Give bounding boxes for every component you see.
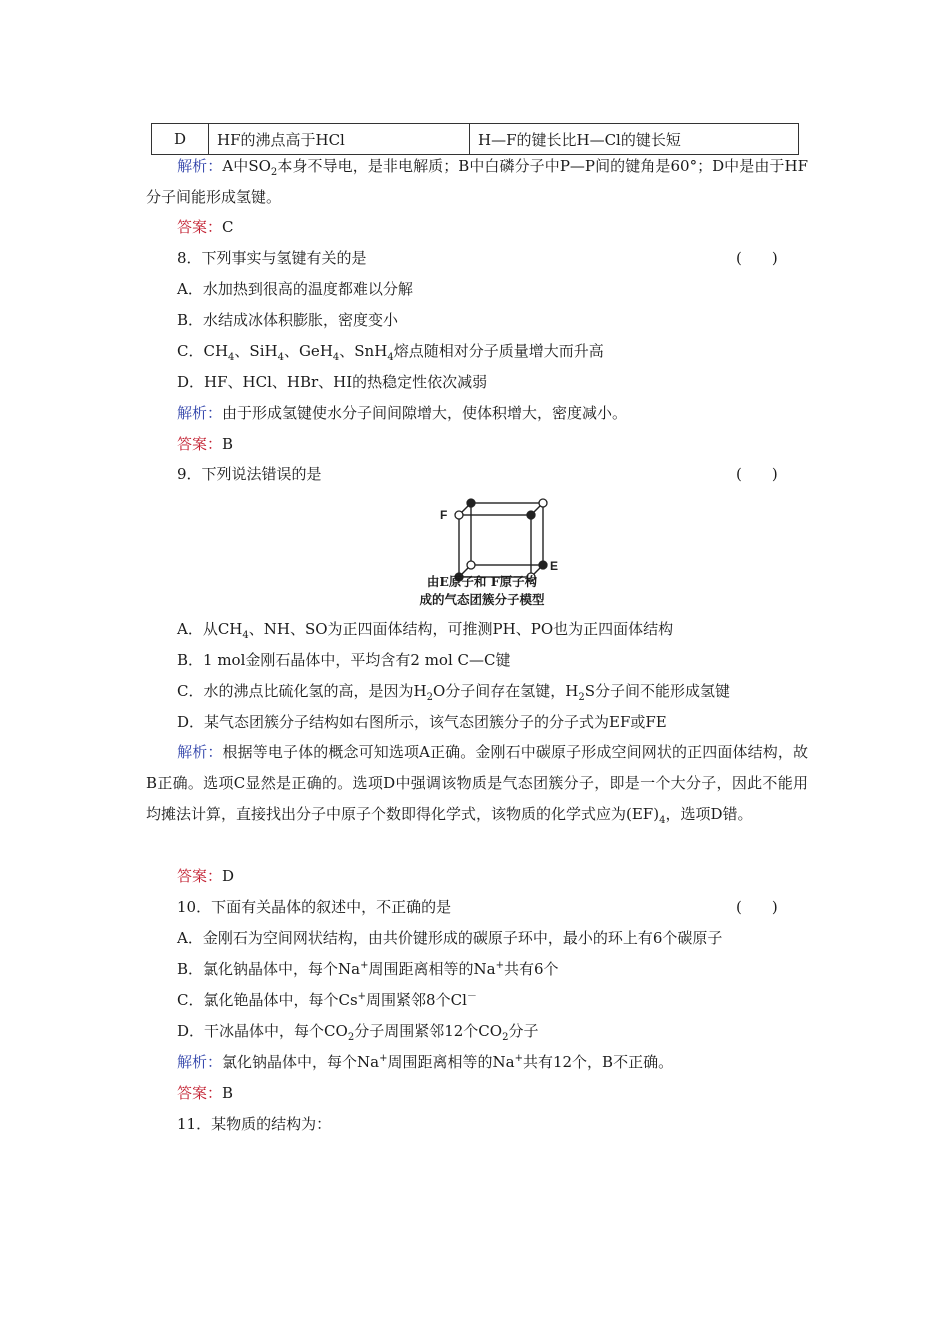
table-cell-explanation: H—F的键长比H—Cl的键长短 [470, 124, 799, 155]
table-row [152, 124, 799, 155]
q10-answer-blank: ( ) [736, 898, 778, 916]
q10-option-d: D．干冰晶体中，每个$CO_2$分子周围紧邻12个$CO_2$分子 [177, 1022, 539, 1043]
atom-filled [527, 511, 535, 519]
figure-caption-line2: 成的气态团簇分子模型 [419, 592, 545, 607]
q9-answer: 答案：D [177, 867, 235, 885]
atoms [455, 499, 547, 581]
q9-option-d: D．某气态团簇分子结构如右图所示，该气态团簇分子的分子式为EF或FE [177, 713, 667, 731]
atom-e-filled [539, 561, 547, 569]
atom-f-open [455, 511, 463, 519]
analysis-label: 解析： [177, 1053, 223, 1071]
table-cell-option: D [152, 124, 209, 155]
q10-analysis: 解析：氯化钠晶体中，每个Na+周围距离相等的Na+共有12个，B不正确。 [177, 1053, 674, 1071]
q8-option-d: D．HF、HCl、HBr、HI的热稳定性依次减弱 [177, 373, 488, 391]
label-e: E [550, 559, 559, 573]
q10-option-b: B．氯化钠晶体中，每个Na+周围距离相等的Na+共有6个 [177, 960, 559, 978]
q8-option-c: C．$CH_4$、SiH$_4$、GeH$_4$、SnH$_4$熔点随相对分子质量增大而升高 [177, 342, 604, 363]
q10-answer: 答案：B [177, 1084, 234, 1102]
answer-label: 答案： [177, 867, 223, 885]
q8-stem: 8．下列事实与氢键有关的是 [177, 249, 367, 267]
q9-answer-blank: ( ) [736, 465, 778, 483]
q9-analysis: 解析：根据等电子体的概念可知选项A正确。金刚石中碳原子形成空间网状的正四面体结构，故B正确。选项C显然是正确的。选项D中强调该物质是气态团簇分子，即是一个大分子，因此不能用均摊法计算，直接找出分子中原子个数即得化学式，该物质的化学式应为$(EF)_4$，选项D错。 [146, 743, 808, 826]
label-f: F [440, 508, 448, 522]
q8-answer: 答案：B [177, 435, 234, 453]
q8-analysis: 解析：由于形成氢键使水分子间间隙增大，使体积增大，密度减小。 [177, 404, 628, 422]
answer-label: 答案： [177, 1084, 223, 1102]
figure-caption-line1: 由E原子和 F原子构 [426, 574, 538, 589]
answer-label: 答案： [177, 218, 223, 236]
q10-stem: 10．下面有关晶体的叙述中，不正确的是 [177, 898, 452, 916]
table-cell-fact: HF的沸点高于HCl [209, 124, 470, 155]
q8-option-b: B．水结成冰体积膨胀，密度变小 [177, 311, 399, 329]
q10-option-c: C．氯化铯晶体中，每个Cs+周围紧邻8个Cl－ [177, 991, 477, 1009]
q9-option-a: A．从$CH_4$、NH、SO为正四面体结构，可推测PH、PO也为正四面体结构 [177, 620, 674, 641]
q10-option-a: A．金刚石为空间网状结构，由共价键形成的碳原子环中，最小的环上有6个碳原子 [177, 929, 723, 947]
q7-answer: 答案：C [177, 218, 234, 236]
q9-stem: 9．下列说法错误的是 [177, 465, 322, 483]
q8-option-a: A．水加热到很高的温度都难以分解 [177, 280, 413, 298]
analysis-label: 解析： [177, 157, 223, 175]
q9-option-b: B．1 mol金刚石晶体中，平均含有2 mol C—C键 [177, 651, 511, 669]
atom-filled [467, 499, 475, 507]
atom-open [539, 499, 547, 507]
analysis-label: 解析： [177, 743, 223, 761]
q8-answer-blank: ( ) [736, 249, 778, 267]
q7-analysis: 解析：A中$SO_2$本身不导电，是非电解质；B中白磷分子中P—P间的键角是60°；D中是由于HF分子间能形成氢键。 [146, 157, 808, 206]
q9-option-c: C．水的沸点比硫化氢的高，是因为$H_2O$分子间存在氢键，$H_2S$分子间不能形成氢键 [177, 682, 730, 703]
answer-label: 答案： [177, 435, 223, 453]
q11-stem: 11．某物质的结构为： [177, 1115, 332, 1133]
analysis-label: 解析： [177, 404, 223, 422]
atom-open [467, 561, 475, 569]
